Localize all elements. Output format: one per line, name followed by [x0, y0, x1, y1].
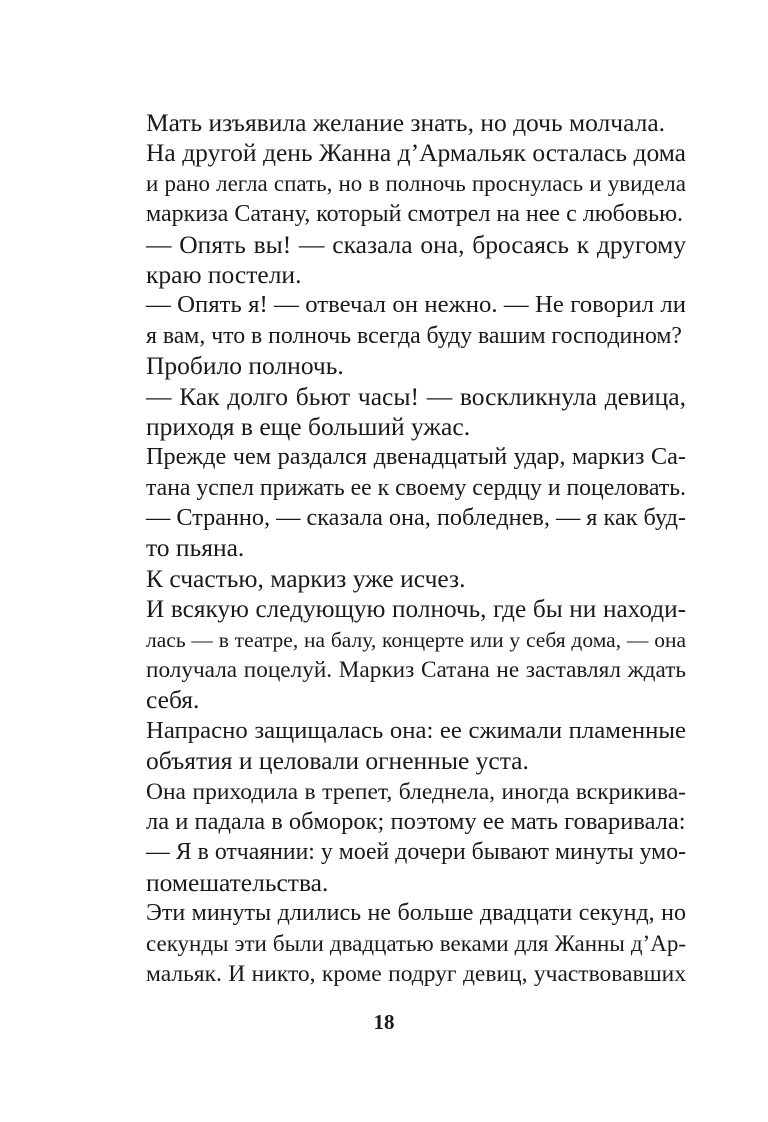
text-line: Эти минуты длились не больше двадцати секунд, но — [146, 900, 686, 927]
text-line: получала поцелуй. Маркиз Сатана не заставлял ждать — [146, 657, 686, 684]
text-line: то пьяна. — [146, 533, 245, 563]
text-line: К счастью, маркиз уже исчез. — [146, 563, 466, 593]
page-number: 18 — [373, 1010, 395, 1034]
text-line: и рано легла спать, но в полночь проснулась и увидела — [146, 170, 686, 196]
text-line: — Странно, — сказала она, побледнев, — я как буд- — [146, 504, 686, 532]
text-line: помешательства. — [146, 867, 329, 897]
text-line: краю постели. — [146, 259, 302, 289]
text-line: Прежде чем раздался двенадцатый удар, маркиз Са- — [146, 443, 686, 471]
text-line: тана успел прижать ее к своему сердцу и поцеловать. — [146, 474, 686, 501]
text-line: маркиза Сатану, который смотрел на нее с любовью. — [146, 201, 684, 228]
body-text — [146, 108, 686, 989]
text-line: лась — в театре, на балу, концерте или у себя дома, — она — [146, 627, 686, 652]
text-line: Она приходила в трепет, бледнела, иногда вскрикива- — [146, 778, 686, 805]
text-line: — Я в отчаянии: у моей дочери бывают минуты умо- — [146, 839, 686, 866]
text-line: мальяк. И никто, кроме подруг девиц, участвовавших — [146, 960, 686, 987]
text-line: — Опять вы! — сказала она, бросаясь к другому — [146, 229, 686, 259]
text-line: Мать изъявила желание знать, но дочь молчала. — [146, 108, 666, 137]
text-line: Напрасно защищалась она: ее сжимали пламенные — [146, 716, 686, 744]
text-line: секунды эти были двадцатью веками для Жанны д’Ар- — [146, 930, 686, 956]
text-line: Пробило полночь. — [146, 351, 344, 381]
text-line: На другой день Жанна д’Армальяк осталась дома — [146, 138, 686, 168]
text-line: И всякую следующую полночь, где бы ни находи- — [146, 595, 686, 624]
text-line: я вам, что в полночь всегда буду вашим господином? — [146, 322, 682, 349]
text-line: ла и падала в обморок; поэтому ее мать говаривала: — [146, 807, 686, 835]
text-line: приходя в еще больший ужас. — [146, 411, 471, 441]
text-line: — Как долго бьют часы! — воскликнула девица, — [146, 381, 686, 411]
text-line: себя. — [146, 685, 200, 715]
text-line: объятия и целовали огненные уста. — [146, 746, 529, 776]
text-line: — Опять я! — отвечал он нежно. — Не говорил ли — [146, 291, 686, 319]
